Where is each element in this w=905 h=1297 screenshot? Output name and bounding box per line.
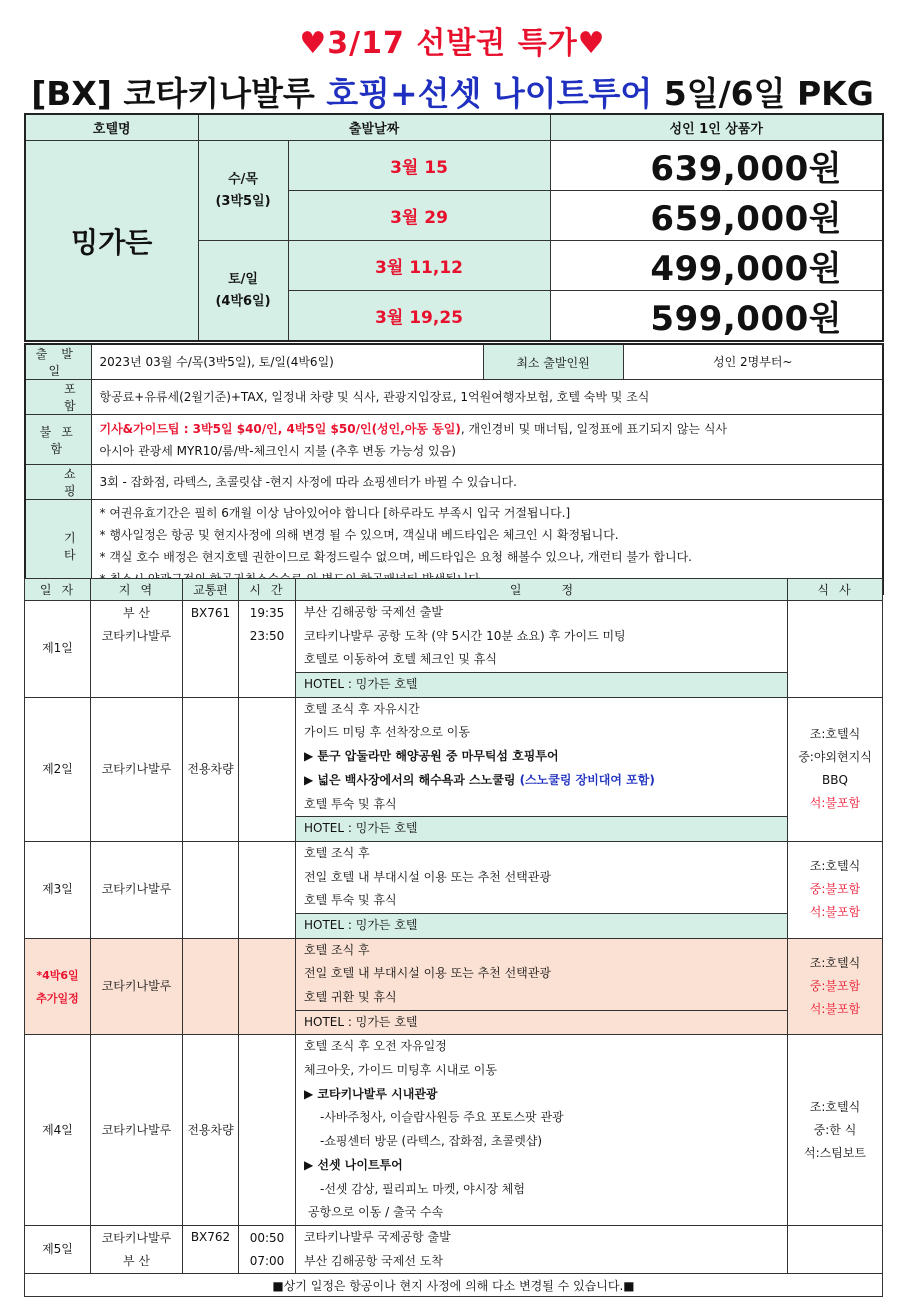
region: 코타키나발루 부 산 xyxy=(91,1225,183,1273)
info-table xyxy=(24,343,884,595)
schedule: 호텔 조식 후 오전 자유일정 체크아웃, 가이드 미팅후 시내로 이동 ▶ 코타키나발루 시내관광 -사바주청사, 이슬람사원등 주요 포토스팟 관광 -쇼핑센터 방문 (라텍스, 잡화점, 초콜렛샵) ▶ 선셋 나이트투어 -선셋 감상, 필리피노 마켓, 야시장 체험 공항으로 이동 / 출국 수속 xyxy=(296,1035,788,1226)
day-row-2 xyxy=(25,697,883,841)
departure-date: 3월 11,12 xyxy=(288,241,550,291)
meal: 조:호텔식 중:야외현지식 BBQ 석:불포함 xyxy=(788,697,883,841)
include-label: 포함 xyxy=(25,380,91,415)
shopping-label: 쇼핑 xyxy=(25,465,91,500)
day-type-1: 수/목 (3박5일) xyxy=(198,141,288,241)
day-type-2: 토/일 (4박6일) xyxy=(198,241,288,342)
hotel-line: HOTEL : 밍가든 호텔 xyxy=(296,672,787,697)
region: 코타키나발루 xyxy=(91,697,183,841)
min-people-label: 최소 출발인원 xyxy=(483,344,623,380)
col-hotel: 호텔명 xyxy=(25,114,198,141)
col-price: 성인 1인 상품가 xyxy=(550,114,883,141)
departure-date: 3월 15 xyxy=(288,141,550,191)
title-highlight: 호핑+선셋 나이트투어 xyxy=(326,74,653,113)
hotel-line: HOTEL : 밍가든 호텔 xyxy=(296,1010,787,1035)
time: 19:35 23:50 xyxy=(239,601,296,698)
hotel-line: HOTEL : 밍가든 호텔 xyxy=(296,816,787,841)
day-label: *4박6일 추가일정 xyxy=(25,938,91,1035)
region: 코타키나발루 xyxy=(91,938,183,1035)
meal xyxy=(788,601,883,698)
schedule: 코타키나발루 국제공항 출발 부산 김해공항 국제선 도착 xyxy=(296,1225,788,1273)
transport: 전용차량 xyxy=(183,1035,239,1226)
min-people-value: 성인 2명부터~ xyxy=(623,344,883,380)
day-label: 제1일 xyxy=(25,601,91,698)
price-value: 599,000원 xyxy=(550,291,883,342)
title-prefix: [BX] 코타키나발루 xyxy=(31,74,327,113)
title-suffix: 5일/6일 PKG xyxy=(652,74,874,113)
departure-value: 2023년 03월 수/목(3박5일), 토/일(4박6일) xyxy=(91,344,483,380)
header-transport: 교통편 xyxy=(183,579,239,601)
time xyxy=(239,697,296,841)
promo-title: ♥3/17 선발권 특가♥ xyxy=(299,26,606,61)
hotel-name: 밍가든 xyxy=(25,141,198,342)
hotel-line: HOTEL : 밍가든 호텔 xyxy=(296,913,787,938)
flight: BX762 xyxy=(183,1225,239,1273)
exclude-label: 불포함 xyxy=(25,415,91,465)
include-value: 항공료+유류세(2월기준)+TAX, 일정내 차량 및 식사, 관광지입장료, 1억원여행자보험, 호텔 숙박 및 조식 xyxy=(91,380,883,415)
day-row-extra xyxy=(25,938,883,1035)
etc-label: 기타 xyxy=(25,500,91,594)
guide-tip: 기사&가이드팁 : 3박5일 $40/인, 4박5일 $50/인(성인,아동 동일) xyxy=(99,421,461,436)
region: 코타키나발루 xyxy=(91,841,183,938)
departure-label: 출발일 xyxy=(25,344,91,380)
price-value: 639,000원 xyxy=(550,141,883,191)
price-value: 499,000원 xyxy=(550,241,883,291)
header-meal: 식사 xyxy=(788,579,883,601)
region: 부 산 코타키나발루 xyxy=(91,601,183,698)
schedule: 호텔 조식 후 자유시간 가이드 미팅 후 선착장으로 이동 ▶ 툰구 압둘라만 해양공원 중 마무틱섬 호핑투어 ▶ 넓은 백사장에서의 해수욕과 스노쿨링 (스노쿨링 장비대여 포함) 호텔 투숙 및 휴식 HOTEL : 밍가든 호텔 xyxy=(296,697,788,841)
day-label: 제5일 xyxy=(25,1225,91,1273)
departure-date: 3월 19,25 xyxy=(288,291,550,342)
day-label: 제3일 xyxy=(25,841,91,938)
shopping-value: 3회 - 잡화점, 라텍스, 초콜릿샵 -현지 사정에 따라 쇼핑센터가 바뀔 수 있습니다. xyxy=(91,465,883,500)
meal: 조:호텔식 중:한 식 석:스팀보트 xyxy=(788,1035,883,1226)
footer-note: ■상기 일정은 항공이나 현지 사정에 의해 다소 변경될 수 있습니다.■ xyxy=(25,1274,883,1297)
header-schedule: 일정 xyxy=(296,579,788,601)
schedule: 호텔 조식 후 전일 호텔 내 부대시설 이용 또는 추천 선택관광 호텔 귀환 및 휴식 HOTEL : 밍가든 호텔 xyxy=(296,938,788,1035)
day-row-3 xyxy=(25,841,883,938)
flight: BX761 xyxy=(183,601,239,698)
header-region: 지역 xyxy=(91,579,183,601)
exclude-value: 기사&가이드팁 : 3박5일 $40/인, 4박5일 $50/인(성인,아동 동일), 개인경비 및 매너팁, 일정표에 표기되지 않는 식사 아시아 관광세 MYR10/룸/박-체크인시 지불 (추후 변동 가능성 있음) xyxy=(91,415,883,465)
departure-date: 3월 29 xyxy=(288,191,550,241)
day-row-1 xyxy=(25,601,883,698)
etc-notes: * 여권유효기간은 필히 6개월 이상 남아있어야 합니다 [하루라도 부족시 입국 거절됩니다.] * 행사일정은 항공 및 현지사정에 의해 변경 될 수 있으며, 객실내 베드타입은 체크인 시 확정됩니다. * 객실 호수 배정은 현지호텔 권한이므로 확정드릴수 없으며, 베드타입은 요청 해볼수 있으나, 개런티 불가 합니다. xyxy=(91,500,883,594)
col-date: 출발날짜 xyxy=(198,114,550,141)
region: 코타키나발루 xyxy=(91,1035,183,1226)
meal: 조:호텔식 중:불포함 석:불포함 xyxy=(788,938,883,1035)
transport: 전용차량 xyxy=(183,697,239,841)
time: 00:50 07:00 xyxy=(239,1225,296,1273)
day-label: 제4일 xyxy=(25,1035,91,1226)
page-title xyxy=(0,68,905,115)
header-day: 일자 xyxy=(25,579,91,601)
price-table xyxy=(24,113,884,342)
price-value: 659,000원 xyxy=(550,191,883,241)
day-row-4 xyxy=(25,1035,883,1226)
itinerary-table xyxy=(24,578,883,1297)
schedule: 부산 김해공항 국제선 출발 코타키나발루 공항 도착 (약 5시간 10분 쇼요) 후 가이드 미팅 호텔로 이동하여 호텔 체크인 및 휴식 HOTEL : 밍가든 호텔 xyxy=(296,601,788,698)
schedule: 호텔 조식 후 전일 호텔 내 부대시설 이용 또는 추천 선택관광 호텔 투숙 및 휴식 HOTEL : 밍가든 호텔 xyxy=(296,841,788,938)
day-row-5 xyxy=(25,1225,883,1273)
meal: 조:호텔식 중:불포함 석:불포함 xyxy=(788,841,883,938)
header-time: 시간 xyxy=(239,579,296,601)
day-label: 제2일 xyxy=(25,697,91,841)
